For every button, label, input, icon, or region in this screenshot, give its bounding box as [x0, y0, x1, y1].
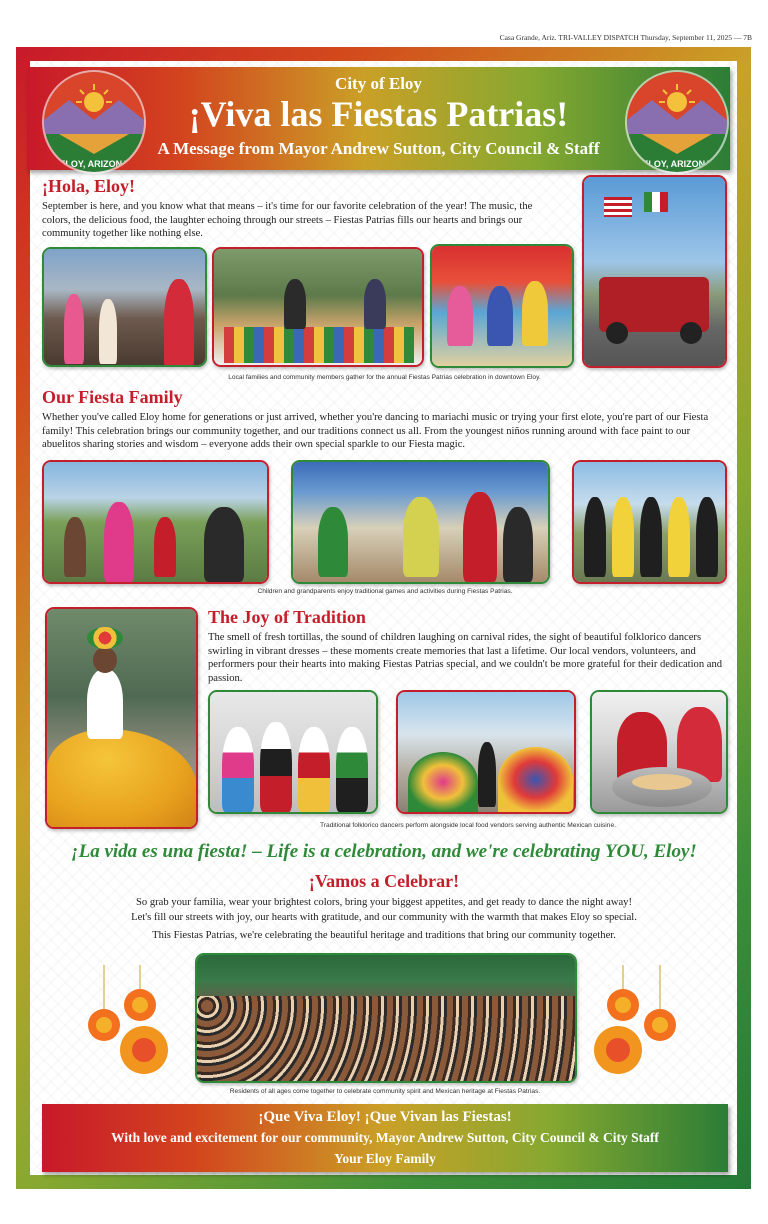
footer-banner — [42, 1104, 728, 1172]
header-city: City of Eloy — [335, 74, 422, 93]
footer-cheer: ¡Que Viva Eloy! ¡Que Vivan las Fiestas! — [258, 1109, 512, 1125]
crowd-caption: Residents of all ages come together to celebrate community spirit and Mexican heritage at Fiestas Patrias. — [229, 1088, 541, 1095]
photo-families-downtown — [42, 247, 207, 367]
vamos-line-2: Let's fill our streets with joy, our hearts with gratitude, and our community with the warmth that makes Eloy so special. — [131, 912, 637, 923]
photo-ladies-group — [572, 460, 727, 584]
photo-folklorico-dancer — [45, 607, 198, 829]
photo-parade-jeep — [582, 175, 727, 368]
photo-crowd-celebration — [195, 953, 577, 1083]
marigold-flowers-left-icon — [82, 965, 177, 1080]
header-message: A Message from Mayor Andrew Sutton, City Council & Staff — [157, 139, 600, 158]
header-title: ¡Viva las Fiestas Patrias! — [188, 94, 569, 134]
eloy-seal-left — [44, 72, 144, 172]
photo-food-vendor — [590, 690, 728, 814]
hola-heading: ¡Hola, Eloy! — [42, 176, 135, 196]
hola-body: September is here, and you know what that means – it's time for our favorite celebration of the year! The music, the colors, the delicious food, the laughter echoing through our streets – Fiestas Patrias fills our hearts and brings our community together like nothing else. — [42, 201, 533, 239]
page-folio: Casa Grande, Ariz. TRI-VALLEY DISPATCH Thursday, September 11, 2025 — 7B — [499, 33, 752, 42]
eloy-seal-icon — [627, 72, 727, 172]
photo-vendor-booth — [212, 247, 424, 367]
photo-dance-group-street — [396, 690, 576, 814]
tradition-caption: Traditional folklorico dancers perform alongside local food vendors serving authentic Mexican cuisine. — [320, 822, 616, 829]
family-caption: Children and grandparents enjoy traditional games and activities during Fiestas Patrias. — [257, 588, 513, 595]
hola-caption: Local families and community members gather for the annual Fiestas Patrias celebration in downtown Eloy. — [228, 374, 541, 381]
eloy-seal-icon — [44, 72, 144, 172]
photo-dancers-dresses — [208, 690, 378, 814]
vamos-line-3: This Fiestas Patrias, we're celebrating the beautiful heritage and traditions that bring our community together. — [152, 930, 616, 941]
seal-text: ELOY, ARIZONA — [642, 159, 712, 169]
seal-text: ELOY, ARIZONA — [59, 159, 129, 169]
family-body: Whether you've called Eloy home for generations or just arrived, whether you're dancing to mariachi music or trying your first elote, you're part of our Fiesta family! This celebration brings our community together, and our traditions connect us all. From the youngest niños running around with face paint to our abuelitos sharing stories and wisdom – everyone adds their own special sparkle to our Fiesta magic. — [42, 412, 709, 450]
tradition-heading: The Joy of Tradition — [208, 607, 366, 627]
vamos-heading: ¡Vamos a Celebrar! — [308, 871, 460, 891]
photo-families-picnic — [42, 460, 269, 584]
tradition-body: The smell of fresh tortillas, the sound of children laughing on carnival rides, the sight of beautiful folklorico dancers swirling in vibrant dresses – these moments create memories that last a lifetime. Our local vendors, volunteers, and performers pour their hearts into making Fiestas Patrias special, and we couldn't be more grateful for their dedication and passion. — [208, 632, 723, 684]
photo-crafts-table — [430, 244, 574, 368]
family-heading: Our Fiesta Family — [42, 387, 183, 407]
footer-family: Your Eloy Family — [334, 1151, 436, 1166]
eloy-seal-right — [627, 72, 727, 172]
vamos-line-1: So grab your familia, wear your brightest colors, bring your biggest appetites, and get ready to dance the night away! — [136, 897, 632, 908]
slogan: ¡La vida es una fiesta! – Life is a celebration, and we're celebrating YOU, Eloy! — [71, 841, 697, 862]
marigold-flowers-right-icon — [590, 965, 685, 1080]
photo-face-painting — [291, 460, 550, 584]
footer-signoff: With love and excitement for our community, Mayor Andrew Sutton, City Council & City Staff — [111, 1130, 659, 1145]
